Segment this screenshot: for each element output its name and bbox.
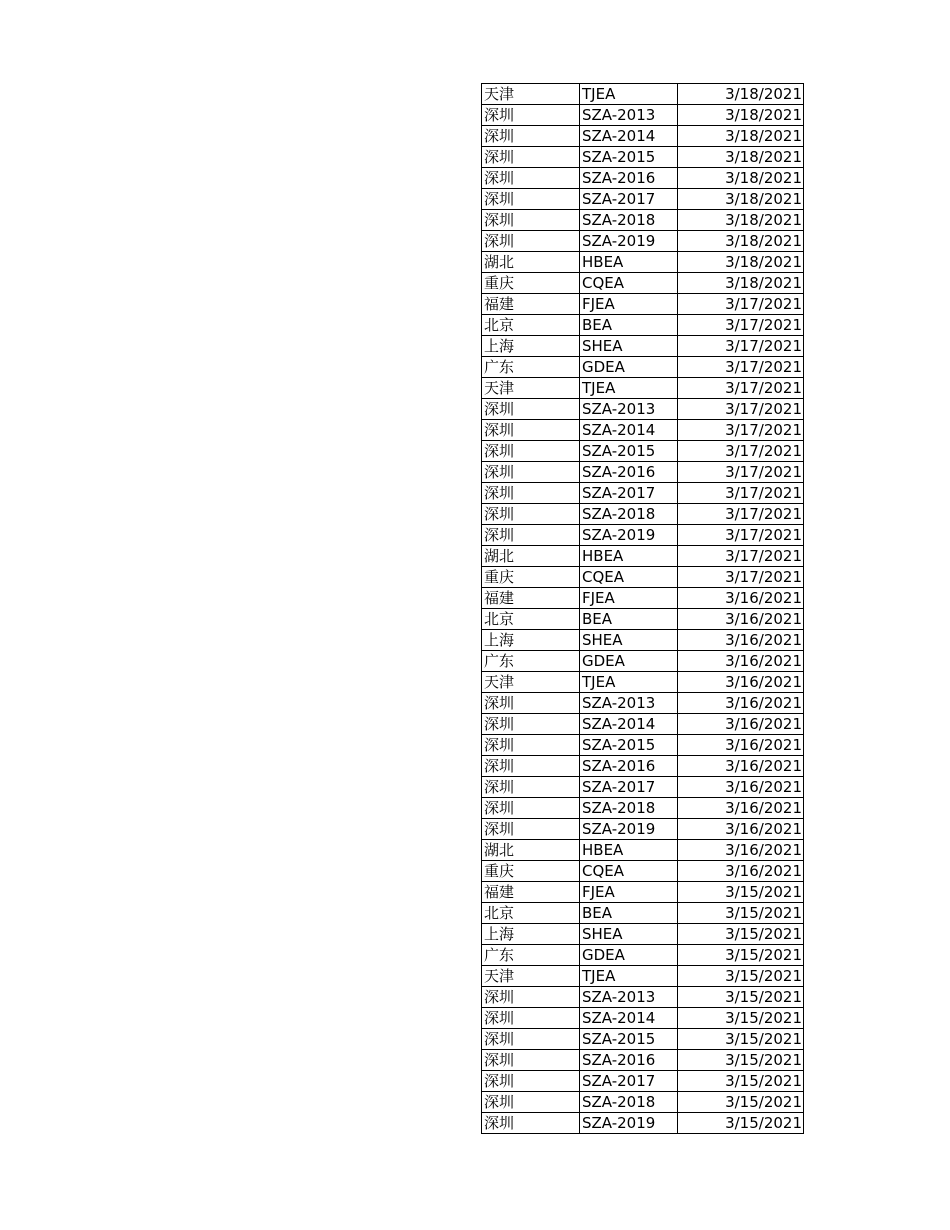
region-cell[interactable]: 福建 — [482, 882, 580, 903]
region-cell[interactable]: 湖北 — [482, 546, 580, 567]
region-cell[interactable]: 深圳 — [482, 126, 580, 147]
table-row — [482, 336, 804, 357]
date-cell[interactable]: 3/17/2021 — [678, 336, 804, 357]
region-cell[interactable]: 深圳 — [482, 462, 580, 483]
table-row — [482, 273, 804, 294]
code-cell[interactable]: BEA — [580, 315, 678, 336]
code-cell[interactable]: SZA-2019 — [580, 525, 678, 546]
region-cell[interactable]: 深圳 — [482, 1050, 580, 1071]
table-row — [482, 945, 804, 966]
region-cell[interactable]: 上海 — [482, 924, 580, 945]
table-row — [482, 462, 804, 483]
region-cell[interactable]: 深圳 — [482, 1113, 580, 1134]
table-row — [482, 987, 804, 1008]
region-cell[interactable]: 深圳 — [482, 1008, 580, 1029]
date-cell[interactable]: 3/17/2021 — [678, 483, 804, 504]
table-row — [482, 315, 804, 336]
table-row — [482, 294, 804, 315]
region-cell[interactable]: 深圳 — [482, 189, 580, 210]
table-row — [482, 840, 804, 861]
code-cell[interactable]: SZA-2015 — [580, 735, 678, 756]
table-row — [482, 1092, 804, 1113]
code-cell[interactable]: TJEA — [580, 84, 678, 105]
date-cell[interactable]: 3/18/2021 — [678, 84, 804, 105]
date-cell[interactable]: 3/17/2021 — [678, 294, 804, 315]
table-row — [482, 588, 804, 609]
region-cell[interactable]: 湖北 — [482, 840, 580, 861]
date-cell[interactable]: 3/17/2021 — [678, 378, 804, 399]
code-cell[interactable]: SZA-2013 — [580, 105, 678, 126]
table-row — [482, 630, 804, 651]
region-cell[interactable]: 深圳 — [482, 756, 580, 777]
date-cell[interactable]: 3/16/2021 — [678, 588, 804, 609]
region-cell[interactable]: 深圳 — [482, 819, 580, 840]
date-cell[interactable]: 3/15/2021 — [678, 966, 804, 987]
table-row — [482, 546, 804, 567]
date-cell[interactable]: 3/15/2021 — [678, 1071, 804, 1092]
code-cell[interactable]: SZA-2018 — [580, 798, 678, 819]
code-cell[interactable]: SZA-2013 — [580, 693, 678, 714]
region-cell[interactable]: 深圳 — [482, 231, 580, 252]
table-row — [482, 105, 804, 126]
region-cell[interactable]: 深圳 — [482, 735, 580, 756]
code-cell[interactable]: TJEA — [580, 672, 678, 693]
date-cell[interactable]: 3/16/2021 — [678, 735, 804, 756]
date-cell[interactable]: 3/16/2021 — [678, 756, 804, 777]
date-cell[interactable]: 3/17/2021 — [678, 546, 804, 567]
date-cell[interactable]: 3/15/2021 — [678, 1092, 804, 1113]
table-row — [482, 1113, 804, 1134]
region-cell[interactable]: 深圳 — [482, 1071, 580, 1092]
code-cell[interactable]: SZA-2013 — [580, 987, 678, 1008]
data-table — [481, 83, 804, 1134]
date-cell[interactable]: 3/17/2021 — [678, 357, 804, 378]
region-cell[interactable]: 重庆 — [482, 567, 580, 588]
date-cell[interactable]: 3/15/2021 — [678, 945, 804, 966]
date-cell[interactable]: 3/16/2021 — [678, 630, 804, 651]
table-row — [482, 378, 804, 399]
code-cell[interactable]: SZA-2017 — [580, 1071, 678, 1092]
date-cell[interactable]: 3/16/2021 — [678, 672, 804, 693]
table-row — [482, 147, 804, 168]
table-row — [482, 210, 804, 231]
region-cell[interactable]: 上海 — [482, 630, 580, 651]
date-cell[interactable]: 3/16/2021 — [678, 819, 804, 840]
code-cell[interactable]: SZA-2018 — [580, 210, 678, 231]
date-cell[interactable]: 3/18/2021 — [678, 210, 804, 231]
code-cell[interactable]: SZA-2017 — [580, 483, 678, 504]
code-cell[interactable]: SZA-2017 — [580, 777, 678, 798]
code-cell[interactable]: SZA-2014 — [580, 1008, 678, 1029]
code-cell[interactable]: HBEA — [580, 252, 678, 273]
code-cell[interactable]: SZA-2015 — [580, 441, 678, 462]
table-row — [482, 882, 804, 903]
region-cell[interactable]: 天津 — [482, 378, 580, 399]
date-cell[interactable]: 3/15/2021 — [678, 1029, 804, 1050]
date-cell[interactable]: 3/17/2021 — [678, 567, 804, 588]
table-row — [482, 252, 804, 273]
date-cell[interactable]: 3/16/2021 — [678, 651, 804, 672]
region-cell[interactable]: 深圳 — [482, 504, 580, 525]
region-cell[interactable]: 深圳 — [482, 483, 580, 504]
region-cell[interactable]: 重庆 — [482, 861, 580, 882]
region-cell[interactable]: 深圳 — [482, 420, 580, 441]
table-row — [482, 168, 804, 189]
date-cell[interactable]: 3/16/2021 — [678, 777, 804, 798]
table-row — [482, 1008, 804, 1029]
region-cell[interactable]: 深圳 — [482, 525, 580, 546]
region-cell[interactable]: 天津 — [482, 84, 580, 105]
code-cell[interactable]: SZA-2018 — [580, 504, 678, 525]
code-cell[interactable]: TJEA — [580, 378, 678, 399]
table-row — [482, 420, 804, 441]
code-cell[interactable]: BEA — [580, 903, 678, 924]
code-cell[interactable]: SZA-2017 — [580, 189, 678, 210]
region-cell[interactable]: 深圳 — [482, 210, 580, 231]
table-row — [482, 357, 804, 378]
code-cell[interactable]: SHEA — [580, 924, 678, 945]
table-row — [482, 819, 804, 840]
code-cell[interactable]: SHEA — [580, 336, 678, 357]
date-cell[interactable]: 3/17/2021 — [678, 504, 804, 525]
code-cell[interactable]: SZA-2014 — [580, 714, 678, 735]
code-cell[interactable]: FJEA — [580, 588, 678, 609]
table-row — [482, 798, 804, 819]
date-cell[interactable]: 3/17/2021 — [678, 420, 804, 441]
code-cell[interactable]: CQEA — [580, 273, 678, 294]
table-row — [482, 756, 804, 777]
date-cell[interactable]: 3/18/2021 — [678, 231, 804, 252]
table-row — [482, 1050, 804, 1071]
table-row — [482, 903, 804, 924]
date-cell[interactable]: 3/17/2021 — [678, 441, 804, 462]
region-cell[interactable]: 广东 — [482, 945, 580, 966]
table-row — [482, 525, 804, 546]
date-cell[interactable]: 3/15/2021 — [678, 924, 804, 945]
region-cell[interactable]: 深圳 — [482, 1029, 580, 1050]
date-cell[interactable]: 3/18/2021 — [678, 189, 804, 210]
date-cell[interactable]: 3/15/2021 — [678, 1050, 804, 1071]
region-cell[interactable]: 深圳 — [482, 168, 580, 189]
date-cell[interactable]: 3/18/2021 — [678, 147, 804, 168]
region-cell[interactable]: 福建 — [482, 294, 580, 315]
code-cell[interactable]: GDEA — [580, 357, 678, 378]
table-row — [482, 735, 804, 756]
code-cell[interactable]: GDEA — [580, 945, 678, 966]
region-cell[interactable]: 湖北 — [482, 252, 580, 273]
code-cell[interactable]: GDEA — [580, 651, 678, 672]
code-cell[interactable]: BEA — [580, 609, 678, 630]
code-cell[interactable]: HBEA — [580, 840, 678, 861]
region-cell[interactable]: 深圳 — [482, 147, 580, 168]
table-body — [482, 84, 804, 1134]
region-cell[interactable]: 广东 — [482, 357, 580, 378]
region-cell[interactable]: 深圳 — [482, 399, 580, 420]
table-row — [482, 441, 804, 462]
code-cell[interactable]: SZA-2014 — [580, 420, 678, 441]
code-cell[interactable]: CQEA — [580, 567, 678, 588]
table-row — [482, 483, 804, 504]
region-cell[interactable]: 北京 — [482, 903, 580, 924]
code-cell[interactable]: SZA-2014 — [580, 126, 678, 147]
date-cell[interactable]: 3/17/2021 — [678, 315, 804, 336]
region-cell[interactable]: 广东 — [482, 651, 580, 672]
code-cell[interactable]: FJEA — [580, 882, 678, 903]
region-cell[interactable]: 深圳 — [482, 777, 580, 798]
table-row — [482, 231, 804, 252]
date-cell[interactable]: 3/18/2021 — [678, 168, 804, 189]
table-row — [482, 672, 804, 693]
code-cell[interactable]: FJEA — [580, 294, 678, 315]
code-cell[interactable]: SZA-2016 — [580, 756, 678, 777]
date-cell[interactable]: 3/15/2021 — [678, 1008, 804, 1029]
table-row — [482, 504, 804, 525]
date-cell[interactable]: 3/18/2021 — [678, 273, 804, 294]
region-cell[interactable]: 深圳 — [482, 714, 580, 735]
table-row — [482, 714, 804, 735]
code-cell[interactable]: HBEA — [580, 546, 678, 567]
code-cell[interactable]: SHEA — [580, 630, 678, 651]
region-cell[interactable]: 天津 — [482, 672, 580, 693]
date-cell[interactable]: 3/16/2021 — [678, 609, 804, 630]
table-row — [482, 861, 804, 882]
table-row — [482, 777, 804, 798]
table-row — [482, 609, 804, 630]
date-cell[interactable]: 3/15/2021 — [678, 903, 804, 924]
date-cell[interactable]: 3/17/2021 — [678, 399, 804, 420]
table-row — [482, 924, 804, 945]
code-cell[interactable]: TJEA — [580, 966, 678, 987]
region-cell[interactable]: 福建 — [482, 588, 580, 609]
table-row — [482, 567, 804, 588]
region-cell[interactable]: 深圳 — [482, 441, 580, 462]
region-cell[interactable]: 北京 — [482, 609, 580, 630]
region-cell[interactable]: 深圳 — [482, 987, 580, 1008]
table-row — [482, 693, 804, 714]
date-cell[interactable]: 3/17/2021 — [678, 462, 804, 483]
table-row — [482, 1029, 804, 1050]
region-cell[interactable]: 北京 — [482, 315, 580, 336]
code-cell[interactable]: SZA-2018 — [580, 1092, 678, 1113]
code-cell[interactable]: SZA-2019 — [580, 1113, 678, 1134]
date-cell[interactable]: 3/15/2021 — [678, 1113, 804, 1134]
code-cell[interactable]: SZA-2015 — [580, 1029, 678, 1050]
region-cell[interactable]: 深圳 — [482, 693, 580, 714]
table-row — [482, 126, 804, 147]
region-cell[interactable]: 重庆 — [482, 273, 580, 294]
region-cell[interactable]: 上海 — [482, 336, 580, 357]
code-cell[interactable]: SZA-2016 — [580, 462, 678, 483]
region-cell[interactable]: 天津 — [482, 966, 580, 987]
table-row — [482, 84, 804, 105]
date-cell[interactable]: 3/16/2021 — [678, 714, 804, 735]
table-row — [482, 189, 804, 210]
region-cell[interactable]: 深圳 — [482, 798, 580, 819]
date-cell[interactable]: 3/17/2021 — [678, 525, 804, 546]
table-row — [482, 966, 804, 987]
table-row — [482, 1071, 804, 1092]
date-cell[interactable]: 3/15/2021 — [678, 882, 804, 903]
code-cell[interactable]: SZA-2013 — [580, 399, 678, 420]
date-cell[interactable]: 3/16/2021 — [678, 798, 804, 819]
date-cell[interactable]: 3/16/2021 — [678, 861, 804, 882]
code-cell[interactable]: CQEA — [580, 861, 678, 882]
date-cell[interactable]: 3/18/2021 — [678, 105, 804, 126]
date-cell[interactable]: 3/16/2021 — [678, 693, 804, 714]
table-row — [482, 399, 804, 420]
region-cell[interactable]: 深圳 — [482, 105, 580, 126]
region-cell[interactable]: 深圳 — [482, 1092, 580, 1113]
table-row — [482, 651, 804, 672]
date-cell[interactable]: 3/18/2021 — [678, 252, 804, 273]
date-cell[interactable]: 3/18/2021 — [678, 126, 804, 147]
code-cell[interactable]: SZA-2019 — [580, 819, 678, 840]
code-cell[interactable]: SZA-2016 — [580, 168, 678, 189]
code-cell[interactable]: SZA-2019 — [580, 231, 678, 252]
date-cell[interactable]: 3/15/2021 — [678, 987, 804, 1008]
code-cell[interactable]: SZA-2016 — [580, 1050, 678, 1071]
code-cell[interactable]: SZA-2015 — [580, 147, 678, 168]
date-cell[interactable]: 3/16/2021 — [678, 840, 804, 861]
